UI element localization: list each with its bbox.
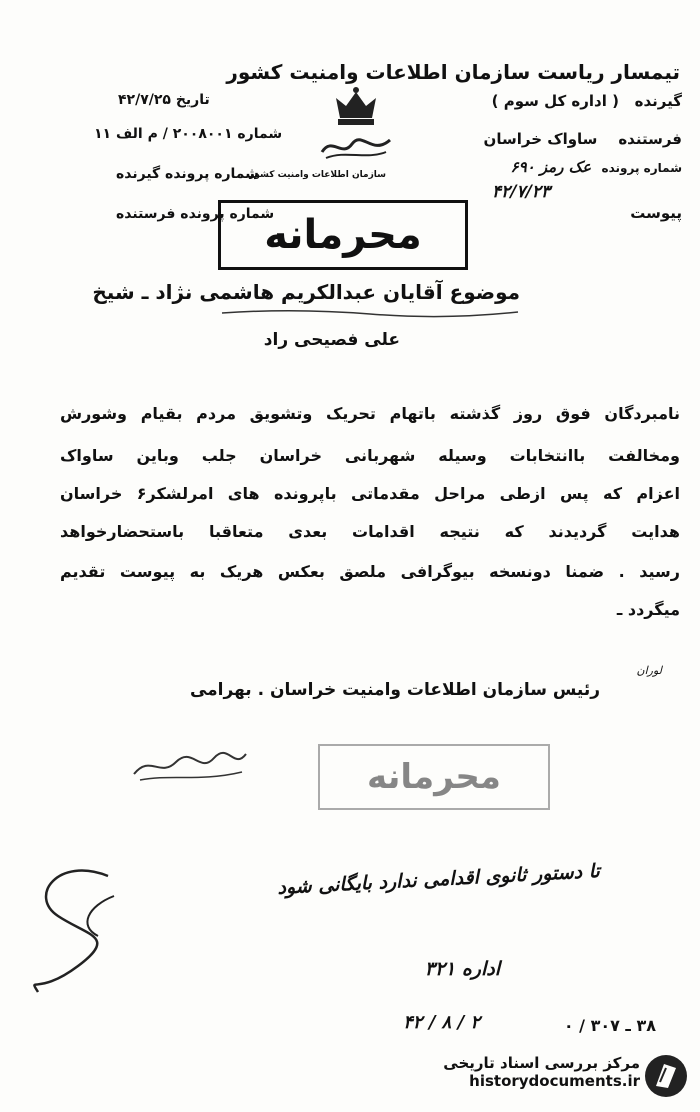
watermark-url: historydocuments.ir xyxy=(469,1072,640,1090)
confidential-stamp-label: محرمانه xyxy=(264,212,422,258)
header-organization: تیمسار ریاست سازمان اطلاعات وامنیت کشور xyxy=(226,60,680,84)
recipient-value: ( اداره کل سوم ) xyxy=(491,92,619,110)
sender-label: فرستنده xyxy=(618,130,682,148)
body-line: نامبردگان فوق روز گذشته باتهام تحریک وتشویق مردم بقیام وشورش xyxy=(60,404,680,423)
recipient-file-label: شماره پرونده گیرنده xyxy=(116,166,259,182)
number-line: شماره ۲۰۰۸۰۰۱ / م الف ۱۱ xyxy=(94,126,283,142)
confidential-stamp-bottom-label: محرمانه xyxy=(367,757,501,797)
sender-value: ساواک خراسان xyxy=(483,130,598,148)
crown-icon xyxy=(326,84,386,128)
archive-code: ۳۸ ـ ۳۰۷ / ۰ xyxy=(563,1016,656,1035)
emblem xyxy=(249,84,386,194)
handwritten-office-ref: اداره ۳۲۱ xyxy=(424,958,500,980)
handwritten-flourish xyxy=(18,856,128,996)
watermark-title: مرکز بررسی اسناد تاریخی xyxy=(443,1054,640,1072)
subject-underline xyxy=(220,308,520,318)
ref-row xyxy=(511,158,682,176)
body-line: اعزام که پس ازطی مراحل مقدماتی باپرونده های امرلشکر۶ خراسان xyxy=(60,484,681,503)
ref-date: ۴۲/۷/۲۳ xyxy=(491,182,550,202)
recipient-row xyxy=(492,92,682,110)
watermark xyxy=(443,1054,640,1090)
confidential-stamp-bottom xyxy=(318,744,550,810)
signature-initial: لوران xyxy=(636,664,662,677)
archive-logo-icon xyxy=(642,1052,690,1100)
handwritten-date: ۲ / ۸ / ۴۲ xyxy=(403,1012,480,1033)
confidential-stamp xyxy=(218,200,468,270)
subject-line: موضوع آقایان عبدالکریم هاشمی نژاد ـ شیخ xyxy=(92,280,520,304)
recipient-label: گیرنده xyxy=(634,92,682,110)
sender-row xyxy=(484,130,682,148)
imperial-script-seal xyxy=(316,132,396,162)
date-line: تاریخ ۴۲/۷/۲۵ xyxy=(118,92,210,108)
body-line: رسید . ضمنا دونسخه بیوگرافی ملصق بعکس هریک به پیوست تقدیم xyxy=(60,562,680,581)
signature-line: رئیس سازمان اطلاعات وامنیت خراسان . بهرامی xyxy=(189,680,600,700)
handwritten-scribble xyxy=(130,744,250,784)
ref-value: عک رمز ۶۹۰ xyxy=(510,158,592,176)
attachment-label: پیوست xyxy=(630,204,682,222)
ref-label: شماره پرونده xyxy=(601,161,682,175)
body-line-last: میگردد ـ xyxy=(616,600,680,619)
subject-line-2: علی فصیحی راد xyxy=(263,330,400,350)
handwritten-note: تا دستور ثانوی اقدامی ندارد بایگانی شود xyxy=(277,860,601,899)
emblem-caption: سازمان اطلاعات وامنیت کشور xyxy=(249,170,386,180)
sender-file-label: شماره پرونده فرستنده xyxy=(116,206,275,222)
body-line: ومخالفت باانتخابات وسیله شهربانی خراسان جلب وباین ساواک xyxy=(60,446,680,465)
body-line: هدایت گردیدند که نتیجه اقدامات بعدی متعاقبا باستحضارخواهد xyxy=(60,522,680,541)
